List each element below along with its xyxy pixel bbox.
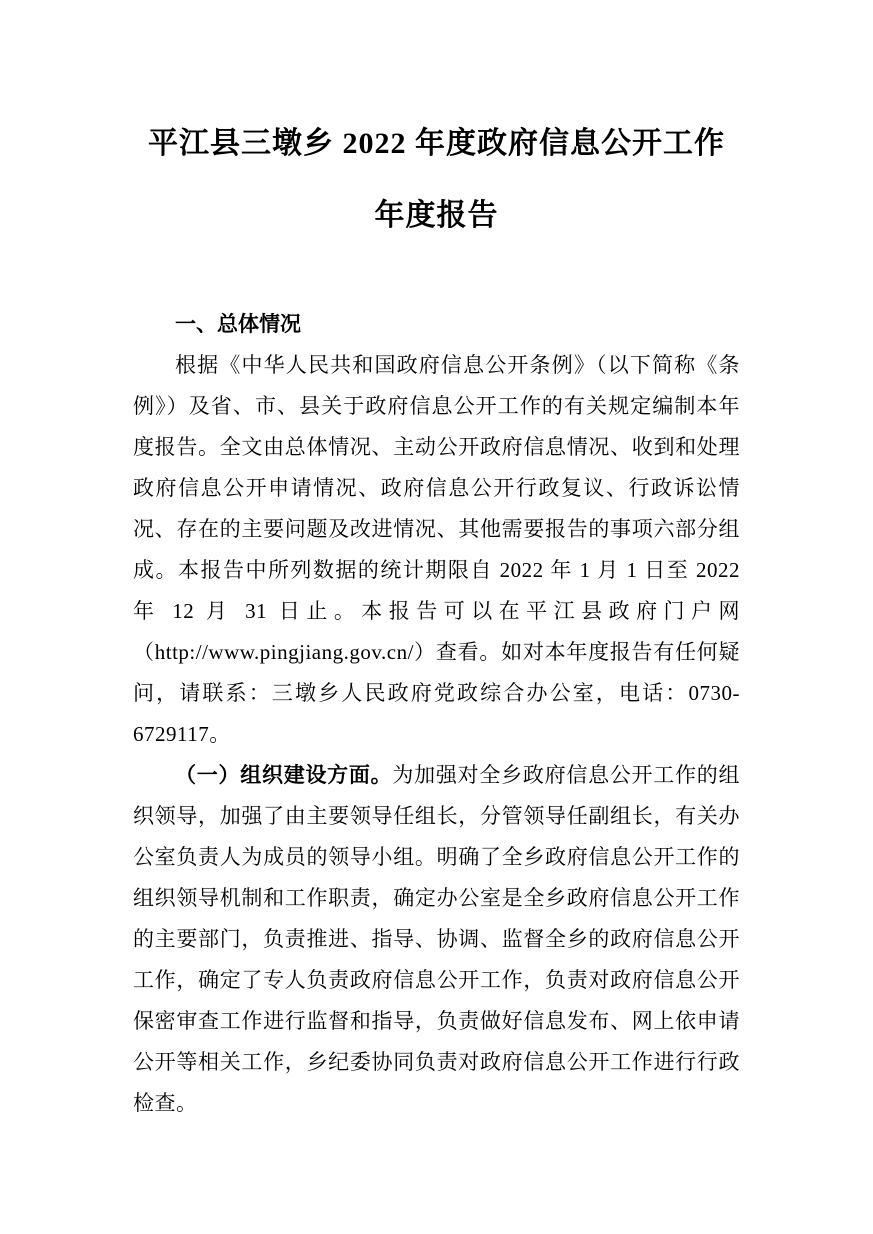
title-line-1: 平江县三墩乡 2022 年度政府信息公开工作 (148, 127, 725, 160)
document-title (133, 108, 740, 252)
paragraph-2-lead: （一）组织建设方面。 (175, 764, 393, 787)
paragraph-2-text: 为加强对全乡政府信息公开工作的组织领导，加强了由主要领导任组长，分管领导任副组长，有关办公室负责人为成员的领导小组。明确了全乡政府信息公开工作的组织领导机制和工作职责，确定办公室是全乡政府信息公开工作的主要部门，负责推进、指导、协调、监督全乡的政府信息公开工作，确定了专人负责政府信息公开工作，负责对政府信息公开保密审查工作进行监督和指导，负责做好信息发布、网上依申请公开等相关工作，乡纪委协同负责对政府信息公开工作进行行政检查。 (133, 763, 741, 1115)
title-line-2: 年度报告 (374, 199, 499, 232)
document-body (133, 304, 740, 1124)
body-paragraph-2 (133, 755, 740, 1124)
section-heading-overview: 一、总体情况 (175, 313, 301, 336)
body-paragraph-1: 根据《中华人民共和国政府信息公开条例》（以下简称《条例》）及省、市、县关于政府信息公开工作的有关规定编制本年度报告。全文由总体情况、主动公开政府信息情况、收到和处理政府信息公开申请情况、政府信息公开行政复议、行政诉讼情况、存在的主要问题及改进情况、其他需要报告的事项六部分组成。本报告中所列数据的统计期限自 2022 年 1 月 1 日至 2022 年 12 月 31 日止。本报告可以在平江县政府门户网（http://www.pingjiang.gov.cn/）查看。如对本年度报告有任何疑问，请联系：三墩乡人民政府党政综合办公室，电话：0730-6729117。 (133, 353, 740, 746)
